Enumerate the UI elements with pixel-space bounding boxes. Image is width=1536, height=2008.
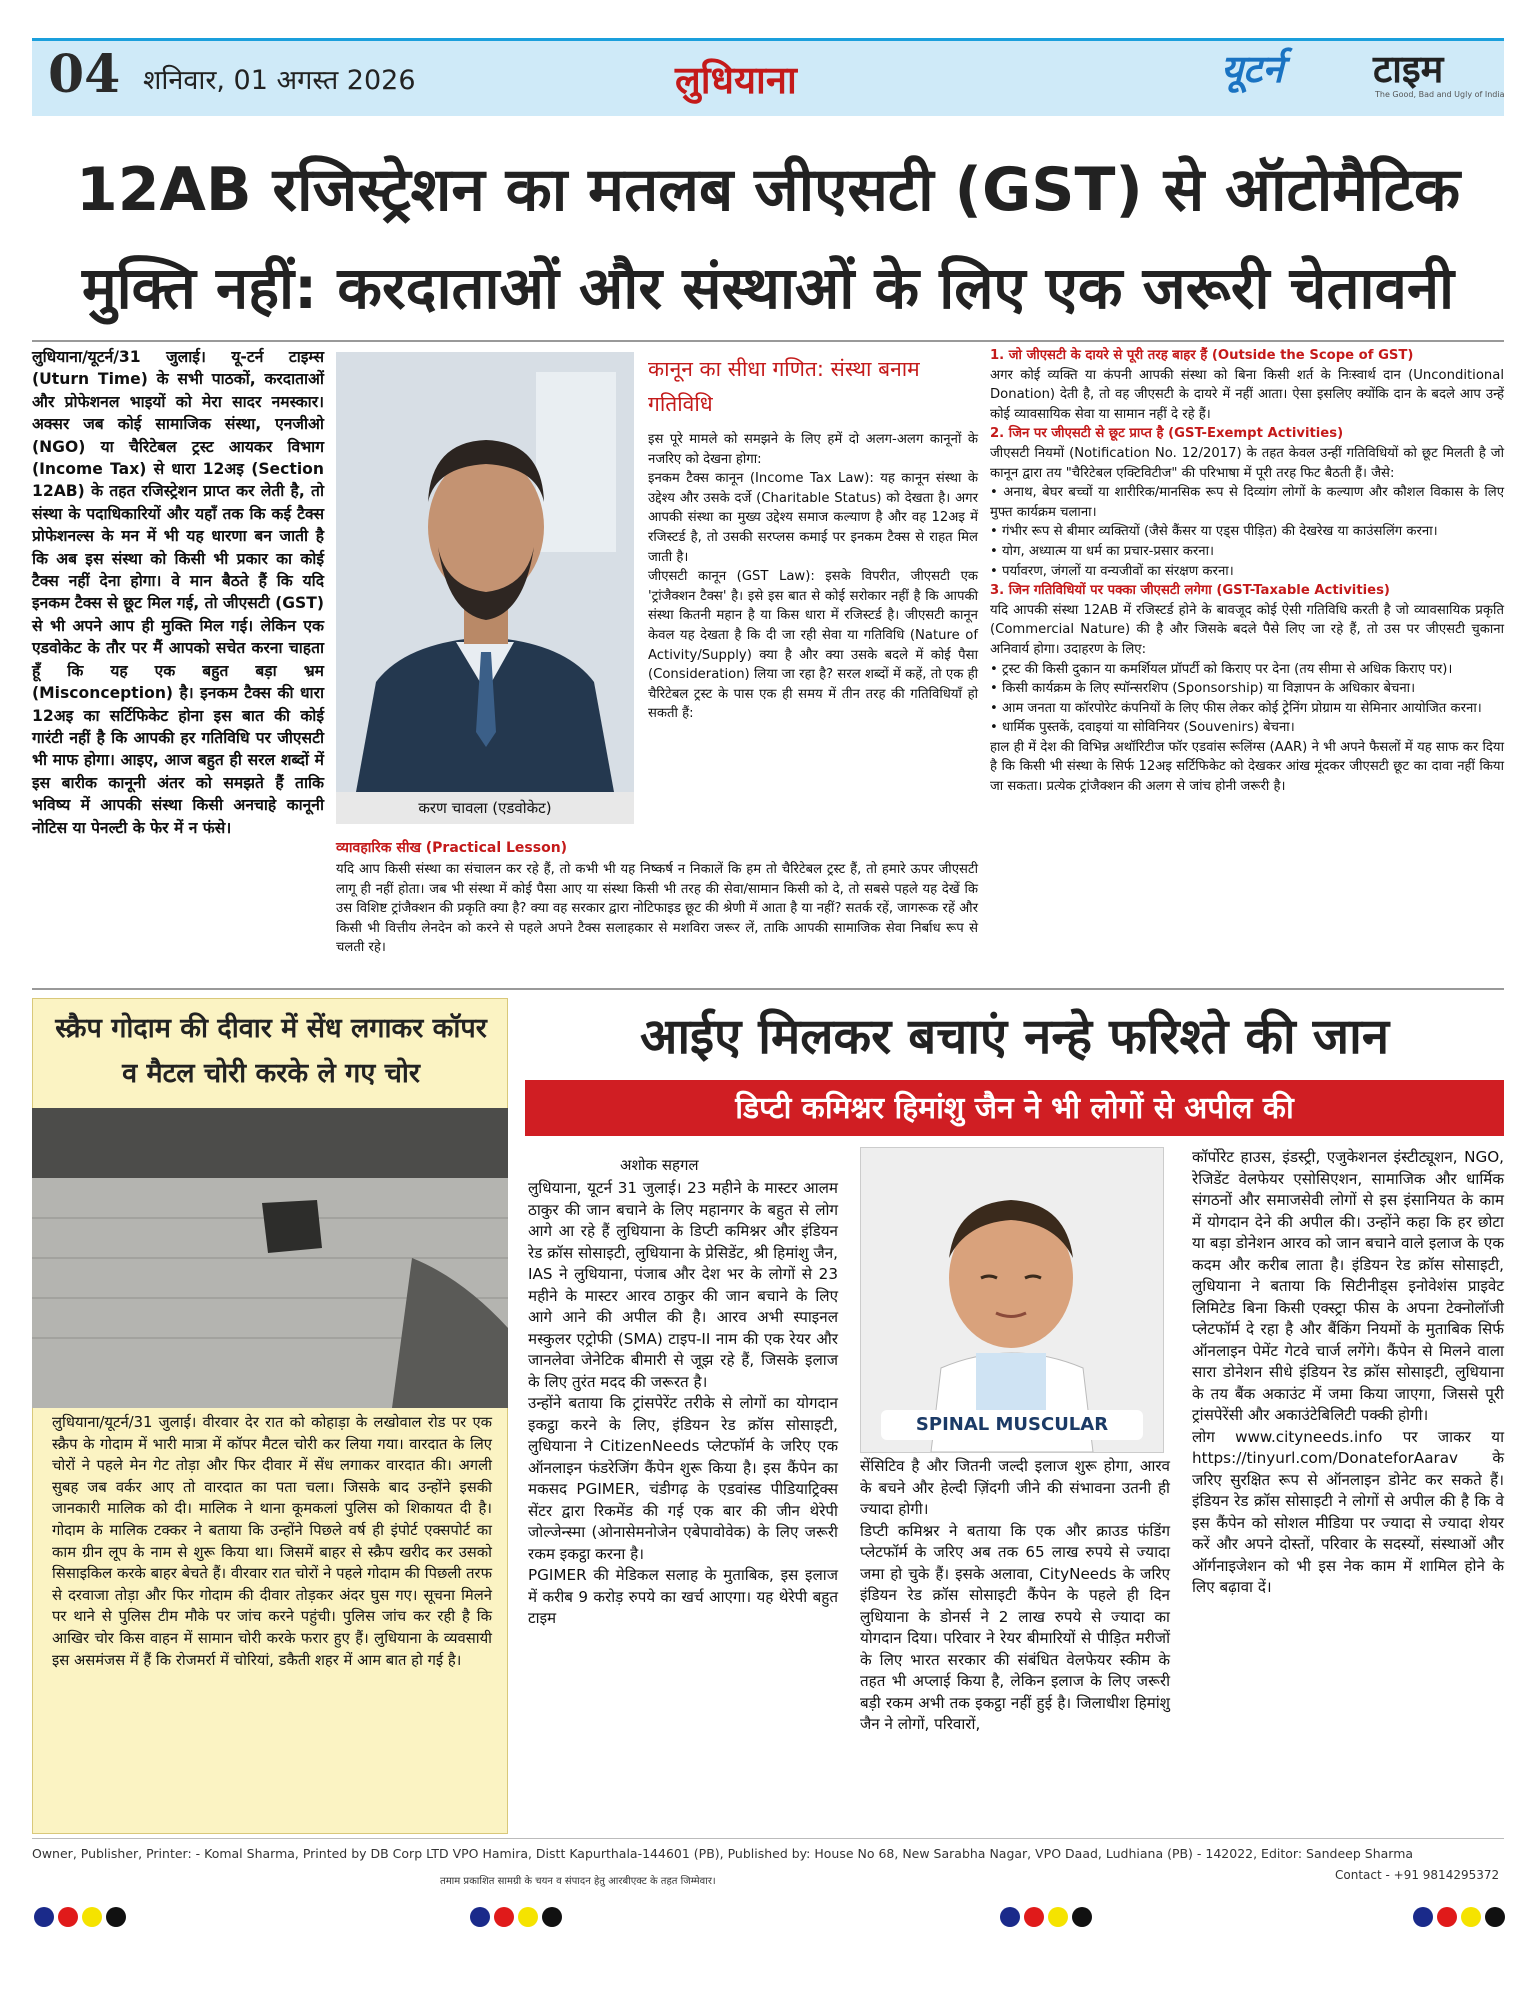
paragraph: उन्होंने बताया कि ट्रांसपेरेंट तरीके से लोगों का योगदान इकट्ठा करने के लिए, इंडियन रेड क्रॉस सोसाइटी, लुधियाना ने CitizenNeeds प्लेटफॉर्म के जरिए एक ऑनलाइन फंडरेजिंग कैंपेन शुरू किया है। इस कैंपेन का मकसद PGIMER, चंडीगढ़ के एडवांस्ड पीडियाट्रिक्स सेंटर द्वारा रिकमेंड की गई एक बार की जीन थेरेपी जोल्जेन्स्मा (ओनासेमनोजेन एबेपावोवेक) के लिए जरूरी रकम इकट्ठा करना है। [528, 1394, 838, 1563]
registration-marks [470, 1907, 562, 1927]
list-item: • ट्रस्ट की किसी दुकान या कमर्शियल प्रॉपर्टी को किराए पर देना (तय सीमा से अधिक किराए पर)। [990, 661, 1453, 677]
page-number: 04 [48, 44, 121, 105]
paragraph: PGIMER की मेडिकल सलाह के मुताबिक, इस इलाज में करीब 9 करोड़ रुपये का खर्च आएगा। यह थेरेपी बहुत टाइम [528, 1566, 838, 1627]
logo-tagline: The Good, Bad and Ugly of India [1375, 90, 1505, 99]
category-heading: 3. जिन गतिविधियों पर पक्का जीएसटी लगेगा (GST-Taxable Activities) [990, 583, 1390, 599]
list-item: • किसी कार्यक्रम के लिए स्पॉन्सरशिप (Sponsorship) या विज्ञापन के अधिकार बेचना। [990, 681, 1416, 697]
paragraph: सेंसिटिव है और जितनी जल्दी इलाज शुरू होगा, आरव के बचने और हेल्दी ज़िंदगी जीने की संभावना उतनी ही ज्यादा होगी। [860, 1457, 1170, 1518]
appeal-subhead: डिप्टी कमिश्नर हिमांशु जैन ने भी लोगों से अपील की [735, 1091, 1294, 1126]
paragraph: इस पूरे मामले को समझने के लिए हमें दो अलग-अलग कानूनों के नजरिए को देखना होगा: [648, 432, 978, 467]
issue-date: शनिवार, 01 अगस्त 2026 [143, 65, 416, 96]
paragraph: जीएसटी कानून (GST Law): इसके विपरीत, जीएसटी एक 'ट्रांजैक्शन टैक्स' है। इसे इस बात से कोई सरोकार नहीं है कि आपकी संस्था कितनी महान है या किस धारा में रजिस्टर्ड है। जीएसटी कानून केवल यह देखता है कि दी जा रही सेवा या गतिविधि (Nature of Activity/Supply) क्या है और क्या उसके बदले में कोई पैसा (Consideration) लिया जा रहा है? सरल शब्दों में कहें, तो एक ही चैरिटेबल ट्रस्ट के पास एक ही समय में तीन तरह की गतिविधियाँ हो सकती हैं: [648, 569, 978, 722]
registration-marks [1413, 1907, 1505, 1927]
paragraph: अगर कोई व्यक्ति या कंपनी आपकी संस्था को बिना किसी शर्त के निःस्वार्थ दान (Unconditional Donation) देती है, तो वह जीएसटी के दायरे में नहीं आता। ऐसा इसलिए क्योंकि दान के बदले आप उन्हें कोई व्यावसायिक सेवा या सामान नहीं दे रहे हैं। [990, 367, 1504, 422]
list-item: • गंभीर रूप से बीमार व्यक्तियों (जैसे कैंसर या एड्स पीड़ित) की देखरेख या काउंसलिंग करना। [990, 524, 1438, 540]
divider [32, 340, 1504, 342]
paragraph: जीएसटी नियमों (Notification No. 12/2017) के तहत केवल उन्हीं गतिविधियों को छूट मिलती है जो कानून द्वारा तय "चैरिटेबल एक्टिविटीज" की परिभाषा में पूरी तरह फिट बैठती हैं। जैसे: [990, 445, 1504, 481]
list-item: • आम जनता या कॉरपोरेट कंपनियों के लिए फीस लेकर कोई ट्रेनिंग प्रोग्राम या सेमिनार आयोजित करना। [990, 700, 1482, 716]
bullet-list [990, 660, 1504, 738]
photo-label: SPINAL MUSCULAR [915, 1414, 1109, 1435]
paragraph: यदि आपकी संस्था 12AB में रजिस्टर्ड होने के बावजूद कोई ऐसी गतिविधि करती है जो व्यावसायिक प्रकृति (Commercial Nature) की है और जिसके बदले पैसे लिए जा रहे हैं, तो उस पर जीएसटी चुकाना अनिवार्य होगा। उदाहरण के लिए: [990, 602, 1504, 657]
list-item: • योग, अध्यात्म या धर्म का प्रचार-प्रसार करना। [990, 543, 1215, 559]
paragraph: डिप्टी कमिश्नर ने बताया कि एक और क्राउड फंडिंग प्लेटफॉर्म के जरिए अब तक 65 लाख रुपये से ज्यादा जमा हो चुके हैं। इसके अलावा, CityNeeds के जरिए इंडियन रेड क्रॉस सोसाइटी कैंपेन के पहले ही दिन लुधियाना के डोनर्स ने 2 लाख रुपये से ज्यादा का योगदान दिया। परिवार ने रेयर बीमारियों से पीड़ित मरीजों के लिए भारत सरकार की संबंधित वेलफेयर स्कीम के तहत भी अप्लाई किया है, लेकिन इलाज के लिए जरूरी बड़ी रकम अभी तक इकट्ठा नहीं हुई है। जिलाधीश हिमांशु जैन ने लोगों, परिवारों, [860, 1521, 1170, 1733]
registration-marks [1000, 1907, 1092, 1927]
gst-categories-column [990, 346, 1504, 797]
section-heading: कानून का सीधा गणित: संस्था बनाम गतिविधि [648, 357, 920, 416]
scrap-story-text: लुधियाना/यूटर्न/31 जुलाई। वीरवार देर रात को कोहाड़ा के लखोवाल रोड पर एक स्क्रैप के गोदाम में भारी मात्रा में कॉपर मैटल चोरी कर लिया गया। वारदात के लिए चोरों ने पहले मेन गेट तोड़ा और फिर दीवार में सेंध लगाकर वारदात की। अगली सुबह जब वर्कर आए तो वारदात का पता चला। जिसके बाद उन्होंने इसकी जानकारी मालिक को दी। मालिक ने थाना कूमकलां पुलिस को शिकायत दी है। गोदाम के मालिक टक्कर ने बताया कि उन्होंने पिछले वर्ष ही इंपोर्ट एक्सपोर्ट का काम ग्रीन लूप के नाम से शुरू किया था। जिसमें बाहर से स्क्रैप खरीद कर उसको सिसाइकिल करके बाहर बेचते हैं। वीरवार रात चोरों ने पहले गोदाम की पिछली तरफ से दरवाजा तोड़ा और फिर गोदाम की दीवार तोड़कर अंदर घुस गए। सूचना मिलने पर थाने से पुलिस टीम मौके पर जांच करने पहुंची। पुलिस जांच कर रही है कि आखिर चोर किस वाहन में सामान चोरी करके फरार हुए हैं। लुधियाना के व्यवसायी इस असमंजस में हैं कि रोजमर्रा में चोरियां, डकैती शहर में आम बात हो गई है। [52, 1414, 493, 1669]
photo-caption: करण चावला (एडवोकेट) [336, 792, 634, 824]
logo-text-1: यूटर्न [1221, 47, 1284, 91]
article-intro-column: लुधियाना/यूटर्न/31 जुलाई। यू-टर्न टाइम्स (Uturn Time) के सभी पाठकों, करदाताओं और प्रोफेशनल भाइयों को मेरा सादर नमस्कार। अक्सर जब कोई सामाजिक संस्था, एनजीओ (NGO) या चैरिटेबल ट्रस्ट आयकर विभाग (Income Tax) से धारा 12अइ (Section 12AB) के तहत रजिस्ट्रेशन प्राप्त कर लेती है, तो संस्था के पदाधिकारियों और यहाँ तक कि कई टैक्स प्रोफेशनल्स के मन में भी यह धारणा बन जाती है कि अब इस संस्था को किसी भी प्रकार का कोई टैक्स नहीं देना होगा। वे मान बैठते हैं कि यदि इनकम टैक्स से छूट मिल गई, तो जीएसटी (GST) से भी अपने आप ही मुक्ति मिल गई। लेकिन एक एडवोकेट के तौर पर मैं आपको सचेत करना चाहता हूँ कि यह एक बहुत बड़ा भ्रम (Misconception) है। इनकम टैक्स की धारा 12अइ का सर्टिफिकेट होना इस बात की कोई गारंटी नहीं है कि आपकी हर गतिविधि पर जीएसटी भी माफ होगा। आइए, आज बहुत ही सरल शब्दों में इस बारीक कानूनी अंतर को समझते हैं ताकि भविष्य में आपकी संस्था किसी अनचाहे कानूनी नोटिस या पेनल्टी के फेर में न फंसे। [32, 348, 324, 837]
appeal-column-3 [1192, 1147, 1504, 1599]
category-heading: 1. जो जीएसटी के दायरे से पूरी तरह बाहर हैं (Outside the Scope of GST) [990, 348, 1414, 363]
law-comparison-column [648, 430, 978, 724]
newspaper-logo [1215, 42, 1505, 108]
appeal-column-2 [860, 1456, 1170, 1736]
divider [32, 1838, 1504, 1839]
lesson-text: यदि आप किसी संस्था का संचालन कर रहे हैं, तो कभी भी यह निष्कर्ष न निकालें कि हम तो चैरिटेबल ट्रस्ट हैं, तो हमारे ऊपर जीएसटी लागू ही नहीं होता। जब भी संस्था में कोई पैसा आए या संस्था किसी भी तरह की सेवा/सामान किसी को दे, तो सबसे पहले यह देखें कि उस विशिष्ट ट्रांजैक्शन की प्रकृति क्या है? क्या वह सरकार द्वारा नोटिफाइड छूट की श्रेणी में आता है या नहीं? सतर्क रहें, जागरूक रहें और किसी भी वित्तीय लेनदेन को करने से पहले अपने टैक्स सलाहकार से मशविरा जरूर लें, ताकि आपकी सामाजिक सेवा निर्बाध रूप से चलती रहे। [336, 862, 978, 956]
imprint-line: Owner, Publisher, Printer: - Komal Sharma, Printed by DB Corp LTD VPO Hamira, Distt Kapurthala-144601 (PB), Published by: House No 68, New Sarabha Nagar, VPO Daad, Ludhiana (PB) - 142022, Editor: Sandeep Sharma [32, 1846, 1414, 1861]
appeal-headline: आईए मिलकर बचाएं नन्हे फरिश्ते की जान [639, 1008, 1390, 1065]
list-item: • अनाथ, बेघर बच्चों या शारीरिक/मानसिक रूप से दिव्यांग लोगों के कल्याण और कौशल विकास के लिए मुफ्त कार्यक्रम चलाना। [990, 485, 1504, 520]
child-photo [860, 1147, 1164, 1453]
paragraph: हाल ही में देश की विभिन्न अथॉरिटीज फॉर एडवांस रूलिंग्स (AAR) ने भी अपने फैसलों में यह साफ कर दिया है कि किसी भी संस्था के सिर्फ 12अइ सर्टिफिकेट को देखकर आंख मूंदकर जीएसटी छूट का दावा नहीं किया जा सकता। प्रत्येक ट्रांजैक्शन की अलग से जांच होनी जरूरी है। [990, 739, 1504, 795]
appeal-column-1 [528, 1178, 838, 1630]
disclaimer-line: तमाम प्रकाशित सामग्री के चयन व संपादन हेतु आरबीएक्ट के तहत जिम्मेवार। [440, 1876, 716, 1887]
main-headline-line1: 12AB रजिस्ट्रेशन का मतलब जीएसटी (GST) से ऑटोमैटिक [75, 155, 1461, 225]
category-heading: 2. जिन पर जीएसटी से छूट प्राप्त है (GST-Exempt Activities) [990, 426, 1344, 442]
child-illustration [861, 1148, 1163, 1452]
broken-wall-photo [32, 1108, 508, 1408]
divider [32, 988, 1504, 990]
section-name: लुधियाना [675, 58, 797, 102]
scrap-headline: स्क्रैप गोदाम की दीवार में सेंध लगाकर कॉपर व मैटल चोरी करके ले गए चोर [55, 1013, 487, 1089]
byline: अशोक सहगल [620, 1156, 699, 1174]
paragraph: लोग www.cityneeds.info पर जाकर या https://tinyurl.com/DonateforAarav के जरिए सुरक्षित रूप से ऑनलाइन डोनेट कर सकते हैं। इंडियन रेड क्रॉस सोसाइटी ने लोगों से अपील की है कि वे इस कैंपेन को सोशल मीडिया पर ज्यादा से ज्यादा शेयर करें और अपने दोस्तों, परिवार के सदस्यों, संस्थाओं और ऑर्गनाइजेशन को भी इस नेक काम में शामिल होने के लिए बढ़ावा दें। [1192, 1427, 1504, 1596]
paragraph: इनकम टैक्स कानून (Income Tax Law): यह कानून संस्था के उद्देश्य और उसके दर्जे (Charitable Status) को देखता है। अगर आपकी संस्था का मुख्य उद्देश्य समाज कल्याण है और वह 12अइ में रजिस्टर्ड है, तो उसकी सरप्लस कमाई पर इनकम टैक्स से राहत मिल जाती है। [648, 471, 978, 565]
paragraph: कॉर्पोरेट हाउस, इंडस्ट्री, एजुकेशनल इंस्टीट्यूशन, NGO, रेजिडेंट वेलफेयर एसोसिएशन, सामाजिक और धार्मिक संगठनों और समाजसेवी लोगों से इस इंसानियत के काम में योगदान देने की अपील की। उन्होंने कहा कि हर छोटा या बड़ा डोनेशन आरव को जान बचाने वाले इलाज के एक कदम और करीब लाता है। इंडियन रेड क्रॉस सोसाइटी, लुधियाना ने बताया कि सिटीनीड्स इनोवेशंस प्राइवेट लिमिटेड बिना किसी एक्स्ट्रा फीस के अपना टेक्नोलॉजी प्लेटफॉर्म दे रहा है और बैंकिंग नियमों के मुताबिक सिर्फ ऑनलाइन पेमेंट गेटवे चार्ज लगेंगे। कैंपेन से मिलने वाला सारा डोनेशन सीधे इंडियन रेड क्रॉस सोसाइटी, लुधियाना के तय बैंक अकाउंट में जमा किया जाएगा, जिससे पूरी ट्रांसपेरेंसी और अकाउंटेबिलिटी पक्की होगी। [1192, 1148, 1504, 1424]
wall-illustration [32, 1108, 508, 1408]
lesson-heading: व्यावहारिक सीख (Practical Lesson) [336, 840, 568, 856]
logo-text-2: टाइम [1373, 47, 1444, 91]
bullet-list [990, 483, 1504, 581]
list-item: • धार्मिक पुस्तकें, दवाइयां या सोविनियर (Souvenirs) बेचना। [990, 720, 1295, 736]
main-headline-line2: मुक्ति नहीं: करदाताओं और संस्थाओं के लिए एक जरूरी चेतावनी [81, 254, 1455, 322]
contact-line: Contact - +91 9814295372 [1335, 1868, 1500, 1882]
person-illustration [336, 352, 634, 792]
registration-marks [34, 1907, 126, 1927]
list-item: • पर्यावरण, जंगलों या वन्यजीवों का संरक्षण करना। [990, 563, 1234, 579]
author-photo [336, 352, 634, 792]
paragraph: लुधियाना, यूटर्न 31 जुलाई। 23 महीने के मास्टर आलम ठाकुर की जान बचाने के लिए महानगर के बहुत से लोग आगे आ रहे हैं लुधियाना के डिप्टी कमिश्नर और इंडियन रेड क्रॉस सोसाइटी, लुधियाना के प्रेसिडेंट, श्री हिमांशु जैन, IAS ने लुधियाना, पंजाब और देश भर के लोगों से 23 महीने के मास्टर आरव ठाकुर की जान बचाने के लिए आगे आने की अपील की है। आरव अभी स्पाइनल मस्कुलर एट्रोफी (SMA) टाइप-II नाम की एक रेयर और जानलेवा जेनेटिक बीमारी से जूझ रहे हैं, जिसके इलाज के लिए तुरंत मदद की जरूरत है। [528, 1179, 838, 1391]
